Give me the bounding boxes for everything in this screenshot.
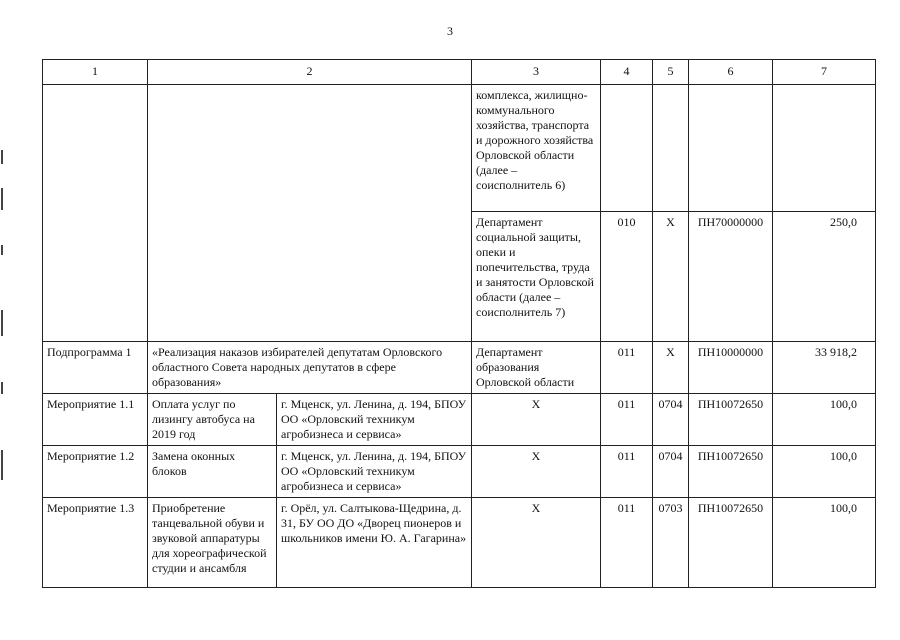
cell-col2 bbox=[148, 85, 472, 342]
cell-responsible: Департамент социальной защиты, опеки и попечительства, труда и занятости Орловской области (далее – соисполнитель 7) bbox=[472, 212, 601, 342]
cell-target-code: ПН10000000 bbox=[689, 342, 773, 394]
cell-col6 bbox=[689, 85, 773, 212]
cell-amount: 100,0 bbox=[773, 446, 876, 498]
table-row bbox=[43, 446, 876, 498]
cell-col1 bbox=[43, 85, 148, 342]
cell-col4 bbox=[601, 85, 653, 212]
cell-section-code: Х bbox=[653, 342, 689, 394]
cell-activity-address: г. Мценск, ул. Ленина, д. 194, БПОУ ОО «Орловский техникум агробизнеса и сервиса» bbox=[277, 446, 472, 498]
cell-activity-name: Замена оконных блоков bbox=[148, 446, 277, 498]
budget-table bbox=[42, 59, 876, 588]
cell-amount: 250,0 bbox=[773, 212, 876, 342]
scan-margin-marks bbox=[0, 150, 4, 510]
cell-target-code: ПН10072650 bbox=[689, 498, 773, 588]
cell-activity-name: Приобретение танцевальной обуви и звуковой аппаратуры для хореографической студии и ансамбля bbox=[148, 498, 277, 588]
header-cell: 1 bbox=[43, 60, 148, 85]
table-header-row bbox=[43, 60, 876, 85]
header-cell: 6 bbox=[689, 60, 773, 85]
cell-amount: 33 918,2 bbox=[773, 342, 876, 394]
cell-target-code: ПН10072650 bbox=[689, 394, 773, 446]
cell-grbs-code: 011 bbox=[601, 394, 653, 446]
header-cell: 7 bbox=[773, 60, 876, 85]
cell-target-code: ПН10072650 bbox=[689, 446, 773, 498]
header-cell: 3 bbox=[472, 60, 601, 85]
cell-program-level: Мероприятие 1.3 bbox=[43, 498, 148, 588]
cell-responsible: Х bbox=[472, 446, 601, 498]
cell-section-code: 0704 bbox=[653, 394, 689, 446]
table-row bbox=[43, 85, 876, 212]
cell-grbs-code: 011 bbox=[601, 446, 653, 498]
cell-activity-address: г. Орёл, ул. Салтыкова-Щедрина, д. 31, БУ ОО ДО «Дворец пионеров и школьников имени Ю. А. Гагарина» bbox=[277, 498, 472, 588]
cell-amount: 100,0 bbox=[773, 394, 876, 446]
cell-program-name: «Реализация наказов избирателей депутатам Орловского областного Совета народных депутатов в сфере образования» bbox=[148, 342, 472, 394]
cell-grbs-code: 011 bbox=[601, 342, 653, 394]
cell-program-level: Мероприятие 1.1 bbox=[43, 394, 148, 446]
cell-responsible: Департамент образования Орловской области bbox=[472, 342, 601, 394]
cell-grbs-code: 010 bbox=[601, 212, 653, 342]
cell-activity-name: Оплата услуг по лизингу автобуса на 2019 год bbox=[148, 394, 277, 446]
cell-program-level: Подпрограмма 1 bbox=[43, 342, 148, 394]
cell-activity-address: г. Мценск, ул. Ленина, д. 194, БПОУ ОО «Орловский техникум агробизнеса и сервиса» bbox=[277, 394, 472, 446]
cell-grbs-code: 011 bbox=[601, 498, 653, 588]
cell-section-code: 0704 bbox=[653, 446, 689, 498]
cell-responsible: Х bbox=[472, 394, 601, 446]
cell-col5 bbox=[653, 85, 689, 212]
header-cell: 5 bbox=[653, 60, 689, 85]
cell-section-code: Х bbox=[653, 212, 689, 342]
cell-responsible: комплекса, жилищно-коммунального хозяйства, транспорта и дорожного хозяйства Орловской области (далее – соисполнитель 6) bbox=[472, 85, 601, 212]
header-cell: 2 bbox=[148, 60, 472, 85]
cell-amount: 100,0 bbox=[773, 498, 876, 588]
table-row bbox=[43, 498, 876, 588]
cell-target-code: ПН70000000 bbox=[689, 212, 773, 342]
page-number: 3 bbox=[447, 24, 453, 38]
cell-responsible: Х bbox=[472, 498, 601, 588]
cell-col7 bbox=[773, 85, 876, 212]
cell-section-code: 0703 bbox=[653, 498, 689, 588]
table-row bbox=[43, 342, 876, 394]
table-row bbox=[43, 394, 876, 446]
header-cell: 4 bbox=[601, 60, 653, 85]
cell-program-level: Мероприятие 1.2 bbox=[43, 446, 148, 498]
